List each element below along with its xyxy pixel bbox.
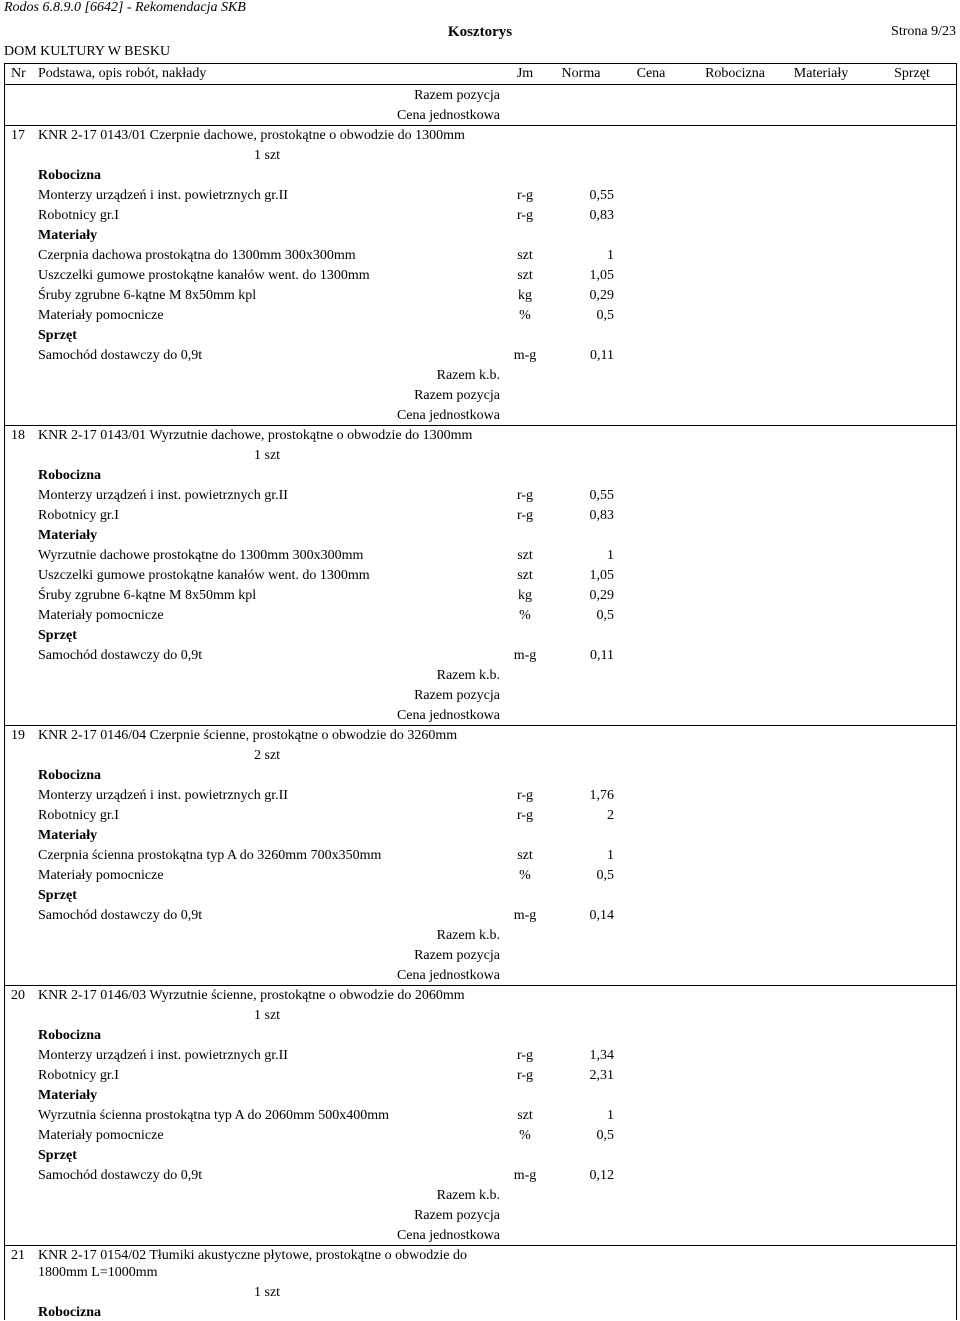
resource-name: Samochód dostawczy do 0,9t [38,908,203,923]
resource-unit: % [519,1128,531,1143]
summary-label: Cena jednostkowa [396,708,500,723]
summary-label: Cena jednostkowa [396,1228,500,1243]
resource-unit: r-g [516,488,534,503]
item-quantity: 1 szt [254,1008,281,1023]
item-number: 20 [11,988,25,1003]
resource-name: Robotnicy gr.I [38,808,119,823]
resource-unit: szt [517,568,533,583]
resource-unit: szt [517,548,533,563]
resource-unit: r-g [516,188,534,203]
resource-name: Wyrzutnia ścienna prostokątna typ A do 2060mm 500x400mm [38,1108,390,1123]
summary-label: Razem k.b. [436,1188,500,1203]
item-separator-rule [4,425,956,426]
resource-unit: m-g [513,348,537,363]
resource-name: Samochód dostawczy do 0,9t [38,348,203,363]
resource-norm: 0,5 [596,308,614,323]
resource-unit: % [519,608,531,623]
resource-section-heading: Robocizna [38,468,101,483]
summary-label: Razem pozycja [414,388,500,403]
summary-label: Razem pozycja [414,88,500,103]
resource-name: Monterzy urządzeń i inst. powietrznych gr.II [38,788,288,803]
column-header-nr: Nr [11,66,26,81]
resource-unit: m-g [513,1168,537,1183]
item-description: KNR 2-17 0146/04 Czerpnie ścienne, prostokątne o obwodzie do 3260mm [38,728,458,743]
item-quantity: 2 szt [254,748,281,763]
resource-section-heading: Robocizna [38,768,101,783]
summary-label: Razem k.b. [436,368,500,383]
resource-norm: 0,29 [589,588,614,603]
resource-name: Robotnicy gr.I [38,1068,119,1083]
resource-unit: % [519,308,531,323]
item-description: KNR 2-17 0143/01 Czerpnie dachowe, prostokątne o obwodzie do 1300mm [38,128,465,143]
resource-name: Materiały pomocnicze [38,1128,164,1143]
item-number: 21 [11,1248,25,1263]
resource-section-heading: Robocizna [38,168,101,183]
resource-name: Materiały pomocnicze [38,868,164,883]
column-header-sprzet: Sprzęt [894,66,930,81]
summary-label: Razem pozycja [414,948,500,963]
organization-name: DOM KULTURY W BESKU [4,44,171,59]
resource-unit: r-g [516,208,534,223]
item-description: KNR 2-17 0154/02 Tłumiki akustyczne płytowe, prostokątne o obwodzie do [38,1248,468,1263]
resource-name: Materiały pomocnicze [38,308,164,323]
resource-unit: m-g [513,648,537,663]
resource-name: Samochód dostawczy do 0,9t [38,1168,203,1183]
resource-norm: 0,11 [590,348,614,363]
item-separator-rule [4,725,956,726]
resource-unit: r-g [516,1068,534,1083]
item-quantity: 1 szt [254,448,281,463]
resource-section-heading: Materiały [38,228,98,243]
item-quantity: 1 szt [254,148,281,163]
column-header-materialy: Materiały [793,66,849,81]
summary-label: Razem k.b. [436,928,500,943]
resource-name: Uszczelki gumowe prostokątne kanałów went. do 1300mm [38,568,370,583]
resource-norm: 0,83 [589,508,614,523]
resource-section-heading: Sprzęt [38,328,77,343]
resource-norm: 0,11 [590,648,614,663]
item-number: 17 [11,128,25,143]
column-header-robocizna: Robocizna [705,66,765,81]
resource-unit: r-g [516,508,534,523]
resource-norm: 1,05 [589,268,614,283]
resource-norm: 0,5 [596,868,614,883]
item-number: 19 [11,728,25,743]
summary-label: Cena jednostkowa [396,968,500,983]
resource-name: Monterzy urządzeń i inst. powietrznych gr.II [38,1048,288,1063]
resource-section-heading: Materiały [38,528,98,543]
resource-norm: 1 [607,848,614,863]
resource-unit: szt [517,848,533,863]
summary-label: Cena jednostkowa [396,108,500,123]
resource-name: Monterzy urządzeń i inst. powietrznych gr.II [38,488,288,503]
resource-name: Materiały pomocnicze [38,608,164,623]
resource-name: Robotnicy gr.I [38,208,119,223]
app-title: Rodos 6.8.9.0 [6642] - Rekomendacja SKB [4,0,246,15]
resource-unit: r-g [516,808,534,823]
resource-unit: szt [517,1108,533,1123]
resource-unit: % [519,868,531,883]
resource-norm: 0,14 [589,908,614,923]
item-number: 18 [11,428,25,443]
resource-section-heading: Materiały [38,828,98,843]
resource-section-heading: Sprzęt [38,888,77,903]
resource-name: Samochód dostawczy do 0,9t [38,648,203,663]
page-number: Strona 9/23 [891,24,956,39]
summary-label: Razem k.b. [436,668,500,683]
resource-name: Uszczelki gumowe prostokątne kanałów went. do 1300mm [38,268,370,283]
resource-unit: m-g [513,908,537,923]
doc-title: Kosztorys [447,24,513,40]
resource-unit: szt [517,248,533,263]
column-header-cena: Cena [636,66,666,81]
resource-name: Wyrzutnie dachowe prostokątne do 1300mm 300x300mm [38,548,364,563]
resource-norm: 2 [607,808,614,823]
resource-name: Czerpnia dachowa prostokątna do 1300mm 300x300mm [38,248,356,263]
resource-norm: 1,34 [589,1048,614,1063]
resource-section-heading: Robocizna [38,1305,101,1320]
column-header-jm: Jm [516,66,534,81]
summary-label: Razem pozycja [414,1208,500,1223]
resource-name: Czerpnia ścienna prostokątna typ A do 3260mm 700x350mm [38,848,382,863]
resource-norm: 1 [607,1108,614,1123]
item-separator-rule [4,985,956,986]
resource-norm: 1,05 [589,568,614,583]
resource-unit: szt [517,268,533,283]
resource-norm: 1 [607,548,614,563]
item-description: KNR 2-17 0143/01 Wyrzutnie dachowe, prostokątne o obwodzie do 1300mm [38,428,473,443]
resource-norm: 0,12 [589,1168,614,1183]
item-separator-rule [4,125,956,126]
resource-unit: kg [518,288,532,303]
resource-norm: 0,83 [589,208,614,223]
item-description: KNR 2-17 0146/03 Wyrzutnie ścienne, prostokątne o obwodzie do 2060mm [38,988,465,1003]
resource-section-heading: Robocizna [38,1028,101,1043]
resource-norm: 0,5 [596,1128,614,1143]
resource-unit: r-g [516,788,534,803]
resource-norm: 1 [607,248,614,263]
item-quantity: 1 szt [254,1285,281,1300]
resource-unit: r-g [516,1048,534,1063]
resource-section-heading: Sprzęt [38,628,77,643]
resource-norm: 0,29 [589,288,614,303]
resource-section-heading: Sprzęt [38,1148,77,1163]
resource-norm: 1,76 [589,788,614,803]
resource-name: Monterzy urządzeń i inst. powietrznych gr.II [38,188,288,203]
resource-norm: 2,31 [589,1068,614,1083]
resource-norm: 0,5 [596,608,614,623]
summary-label: Razem pozycja [414,688,500,703]
resource-norm: 0,55 [589,188,614,203]
resource-norm: 0,55 [589,488,614,503]
item-separator-rule [4,1245,956,1246]
resource-unit: kg [518,588,532,603]
resource-name: Śruby zgrubne 6-kątne M 8x50mm kpl [38,288,257,303]
column-header-desc: Podstawa, opis robót, nakłady [38,66,207,81]
resource-section-heading: Materiały [38,1088,98,1103]
column-header-norma: Norma [561,66,601,81]
item-description-cont: 1800mm L=1000mm [38,1265,158,1280]
summary-label: Cena jednostkowa [396,408,500,423]
resource-name: Robotnicy gr.I [38,508,119,523]
resource-name: Śruby zgrubne 6-kątne M 8x50mm kpl [38,588,257,603]
